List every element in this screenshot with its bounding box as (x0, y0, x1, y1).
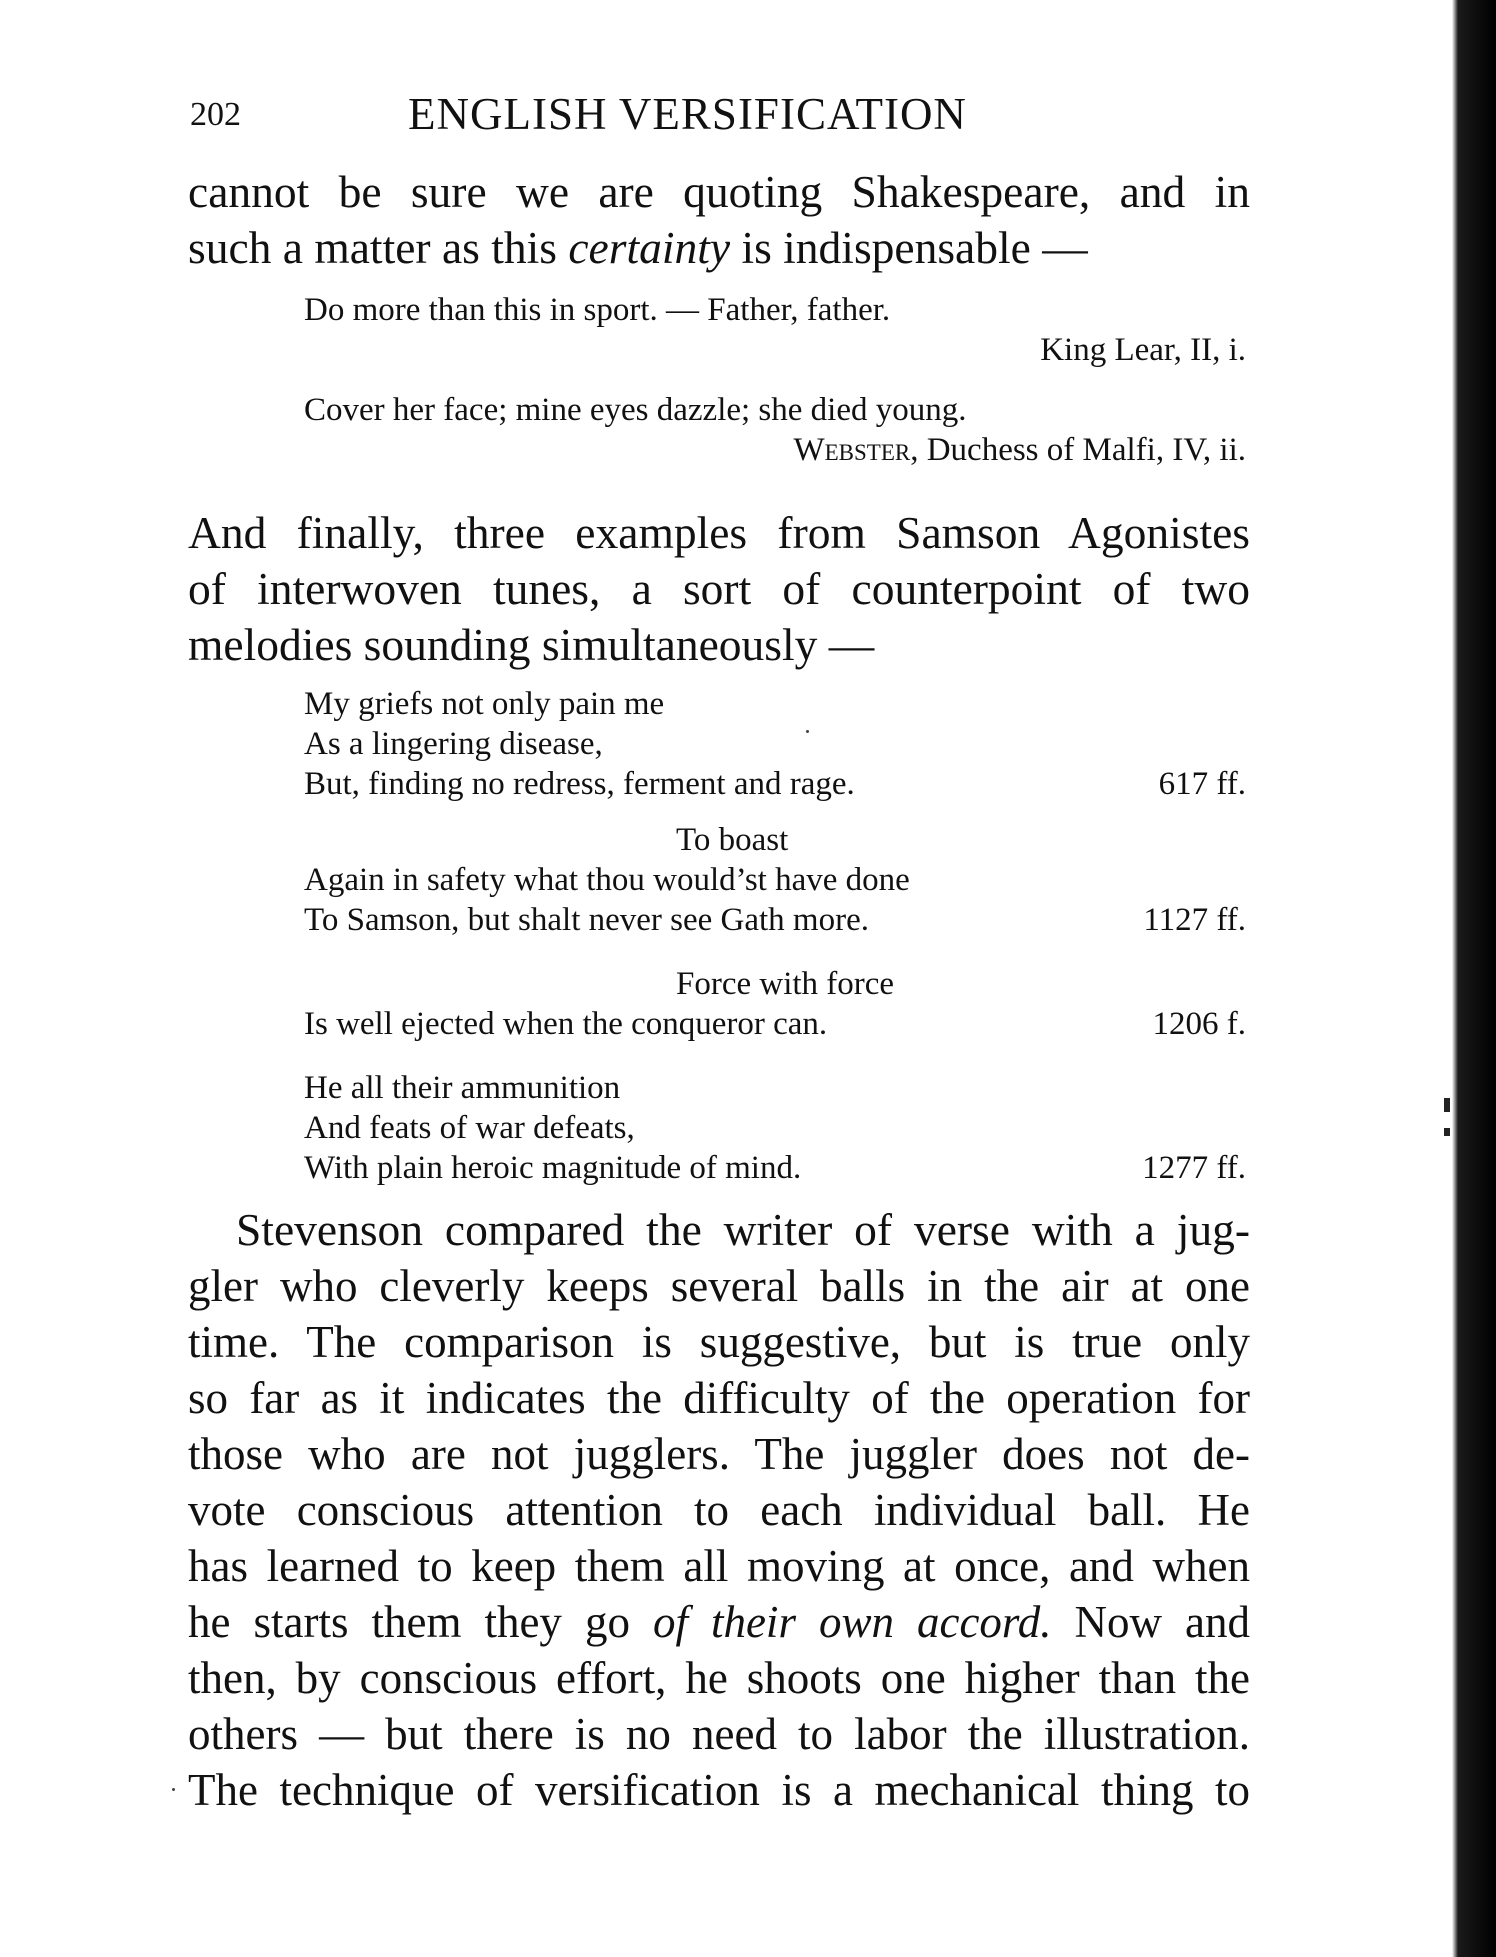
text-line: The technique of versification is a mechanical thing to (188, 1765, 1250, 1815)
text-line: so far as it indicates the difficulty of the operation for (188, 1373, 1250, 1423)
text-line: cannot be sure we are quoting Shakespeare, and in (188, 166, 1250, 217)
verse-line: Again in safety what thou would’st have done (304, 862, 910, 898)
line-reference: 1127 ff. (1143, 902, 1246, 938)
text-line: Stevenson compared the writer of verse with a jug- (236, 1204, 1250, 1255)
line-reference: 1206 f. (1152, 1006, 1246, 1042)
verse-line: Cover her face; mine eyes dazzle; she died young. (304, 392, 967, 428)
print-speck (172, 1788, 175, 1791)
verse-line: And feats of war defeats, (304, 1110, 635, 1146)
paragraph-stevenson (188, 1258, 1250, 1818)
running-head (190, 88, 1250, 144)
line-reference: 1277 ff. (1142, 1150, 1246, 1186)
text-line: gler who cleverly keeps several balls in the air at one (188, 1261, 1250, 1311)
verse-line: To boast (676, 822, 789, 858)
edge-mark (1444, 1098, 1450, 1112)
verse-line: Force with force (676, 966, 895, 1002)
edge-mark (1444, 1128, 1450, 1136)
text-line: he starts them they go of their own accord. Now and (188, 1597, 1251, 1647)
text-line: has learned to keep them all moving at once, and when (188, 1541, 1250, 1591)
quotation-king-lear (304, 290, 1246, 370)
paragraph-samson (188, 505, 1250, 673)
page-edge-shadow (1448, 0, 1496, 1957)
emphasis: certainty (568, 222, 731, 273)
attribution: King Lear, II, i. (1040, 332, 1246, 368)
running-title: ENGLISH VERSIFICATION (408, 89, 967, 139)
print-speck (806, 730, 809, 733)
text-line: time. The comparison is suggestive, but is true only (188, 1317, 1250, 1367)
verse-line: My griefs not only pain me (304, 686, 665, 722)
text-line: others — but there is no need to labor the illustration. (188, 1709, 1250, 1759)
samson-example-3 (304, 964, 1246, 1044)
text-line: such a matter as this certainty is indispensable — (188, 222, 1088, 273)
text-line: And finally, three examples from Samson Agonistes (188, 507, 1250, 558)
text-line: then, by conscious effort, he shoots one higher than the (188, 1653, 1250, 1703)
paragraph-intro (188, 164, 1250, 276)
text-line: vote conscious attention to each individual ball. He (188, 1485, 1250, 1535)
verse-line: To Samson, but shalt never see Gath more. 1127 ff. (304, 902, 1246, 938)
text-line: of interwoven tunes, a sort of counterpoint of two (188, 563, 1250, 614)
text-line: those who are not jugglers. The juggler does not de- (188, 1429, 1250, 1479)
samson-example-1 (304, 684, 1246, 804)
verse-line: Do more than this in sport. — Father, father. (304, 292, 891, 328)
samson-example-4 (304, 1068, 1246, 1188)
verse-line: But, finding no redress, ferment and rage. 617 ff. (304, 766, 1246, 802)
author-name: Webster (793, 432, 911, 468)
quotation-webster (304, 390, 1246, 470)
verse-line: As a lingering disease, (304, 726, 603, 762)
attribution: Webster, Duchess of Malfi, IV, ii. (793, 432, 1246, 468)
verse-line: He all their ammunition (304, 1070, 621, 1106)
paragraph-stevenson-first-line (236, 1202, 1250, 1258)
line-reference: 617 ff. (1158, 766, 1246, 802)
text-line: melodies sounding simultaneously — (188, 619, 875, 670)
page-number: 202 (190, 96, 241, 133)
verse-line: Is well ejected when the conqueror can. 1206 f. (304, 1006, 1246, 1042)
samson-example-2 (304, 820, 1246, 940)
emphasis: of their own accord. (652, 1597, 1052, 1647)
verse-line: With plain heroic magnitude of mind. 1277 ff. (304, 1150, 1246, 1186)
